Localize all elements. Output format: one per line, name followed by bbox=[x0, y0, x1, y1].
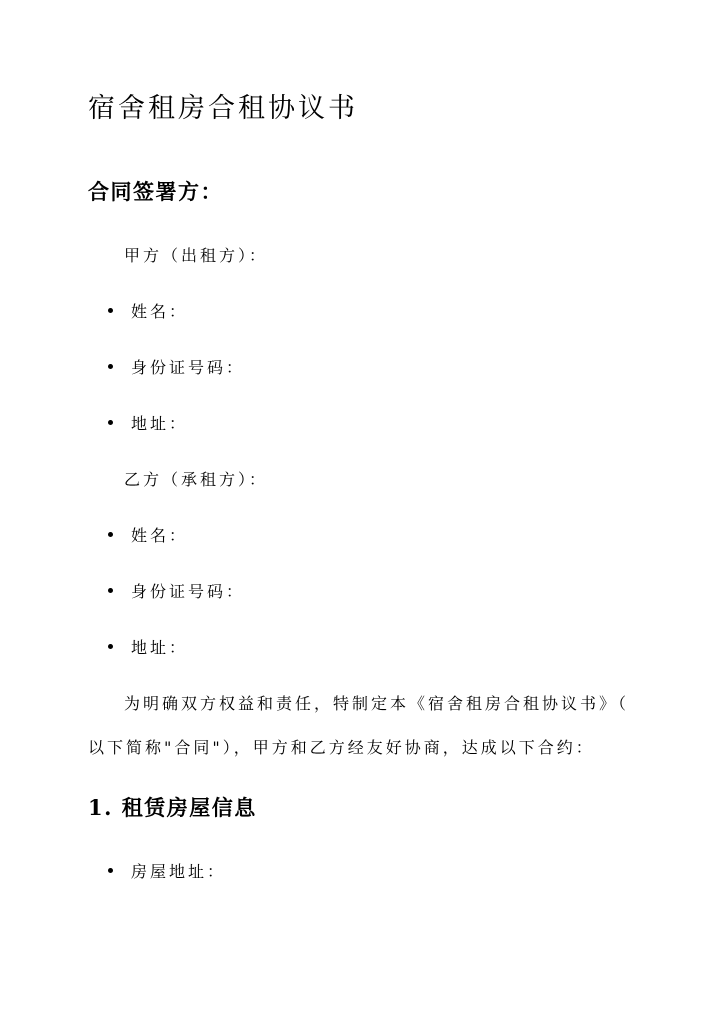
party-a-name-label: 姓名： bbox=[131, 302, 189, 321]
bullet-icon bbox=[108, 532, 113, 537]
property-address-label: 房屋地址： bbox=[131, 862, 227, 881]
list-item bbox=[108, 635, 188, 658]
list-item bbox=[108, 299, 188, 322]
bullet-icon bbox=[108, 644, 113, 649]
party-b-id-label: 身份证号码： bbox=[131, 582, 246, 601]
bullet-icon bbox=[108, 868, 113, 873]
section-1-heading: 1. 租赁房屋信息 bbox=[88, 795, 257, 820]
party-a-id-label: 身份证号码： bbox=[131, 358, 246, 377]
intro-paragraph-line-1: 为明确双方权益和责任，特制定本《宿舍租房合租协议书》（ bbox=[124, 694, 630, 713]
party-a-address-label: 地址： bbox=[131, 414, 189, 433]
bullet-icon bbox=[108, 364, 113, 369]
list-item bbox=[108, 411, 188, 434]
bullet-icon bbox=[108, 420, 113, 425]
intro-paragraph-line-2: 以下简称"合同"），甲方和乙方经友好协商，达成以下合约： bbox=[88, 738, 595, 757]
list-item bbox=[108, 355, 245, 378]
party-b-name-label: 姓名： bbox=[131, 526, 189, 545]
list-item bbox=[108, 859, 226, 882]
list-item bbox=[108, 579, 245, 602]
party-a-heading: 甲方（出租方）： bbox=[124, 246, 269, 265]
party-b-address-label: 地址： bbox=[131, 638, 189, 657]
bullet-icon bbox=[108, 308, 113, 313]
parties-heading: 合同签署方： bbox=[88, 179, 223, 204]
bullet-icon bbox=[108, 588, 113, 593]
document-title: 宿舍租房合租协议书 bbox=[88, 93, 358, 124]
party-b-heading: 乙方（承租方）： bbox=[124, 470, 269, 489]
list-item bbox=[108, 523, 188, 546]
